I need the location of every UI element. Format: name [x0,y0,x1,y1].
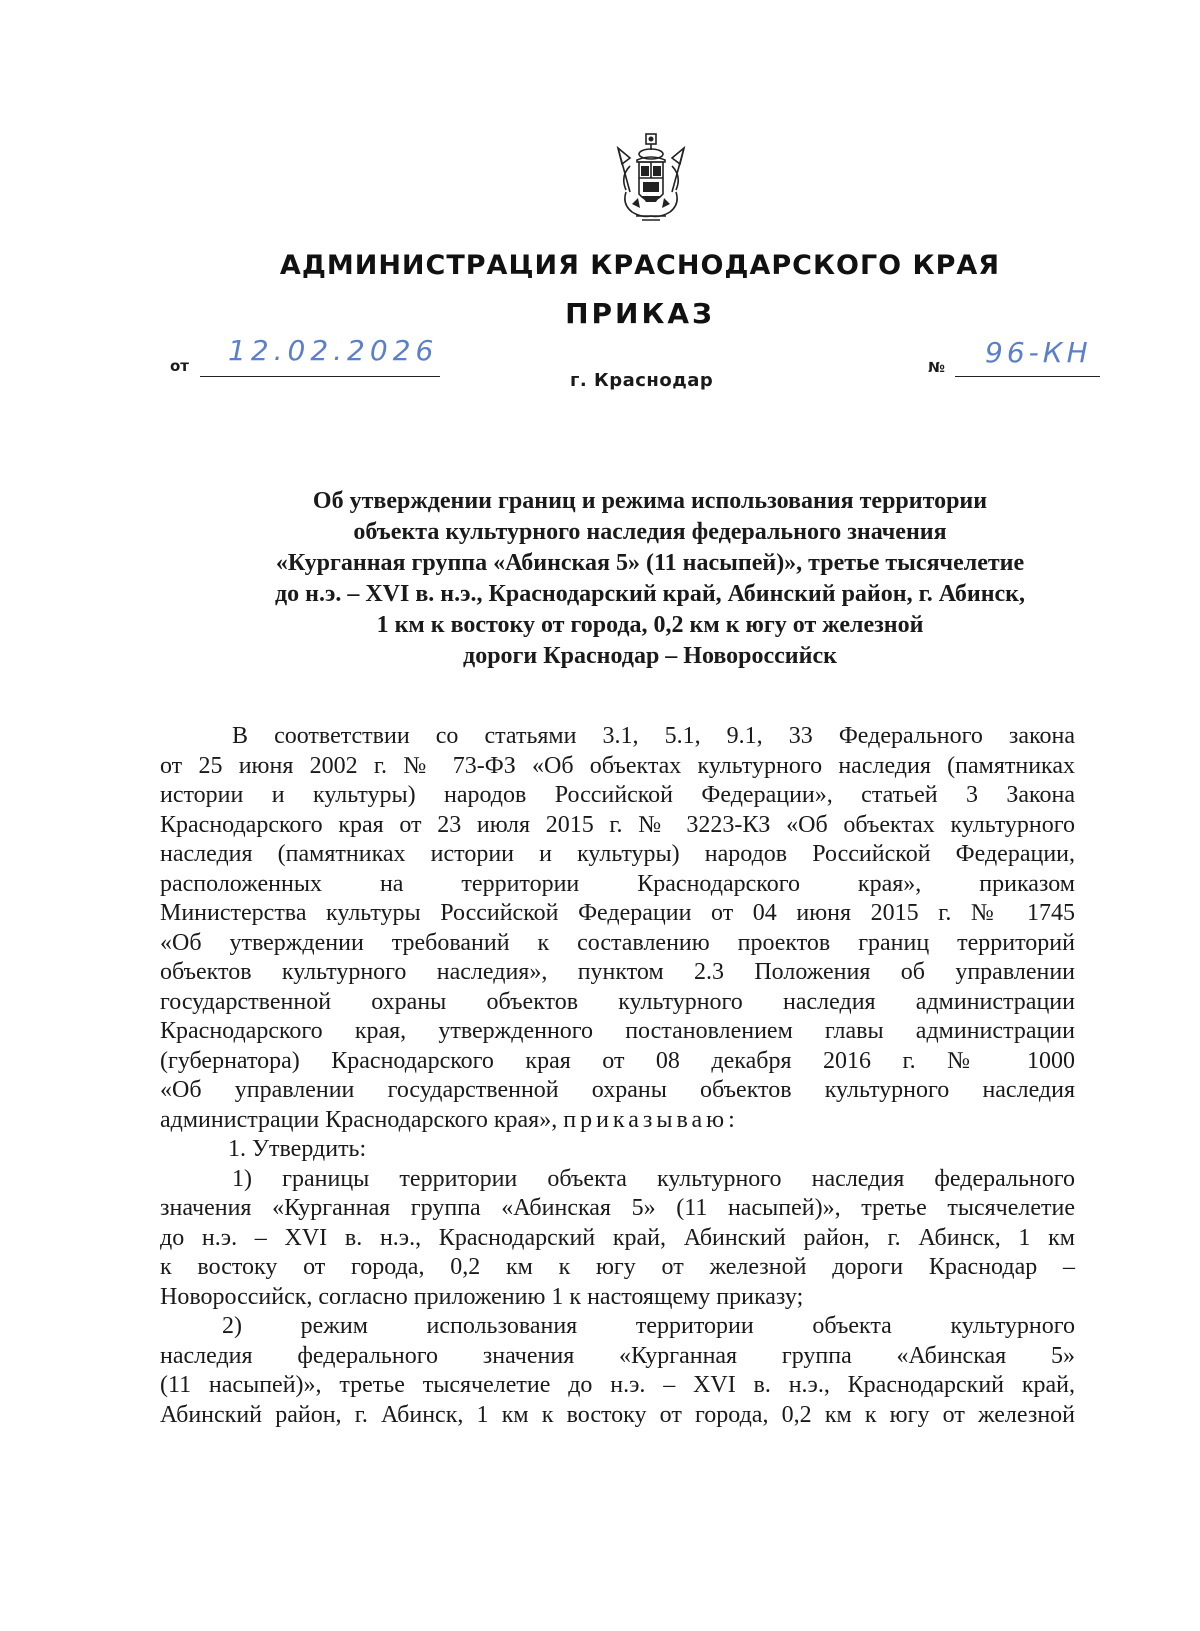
number-underline [955,376,1100,377]
body-line: Краснодарского края, утвержденного постановлением главы администрации [160,1018,1075,1044]
order-word: приказываю [563,1106,729,1133]
body-line-last [160,1106,1075,1136]
body-line: (губернатора) Краснодарского края от 08 декабря 2016 г. № 1000 [160,1047,1075,1074]
body-line: наследия (памятниках истории и культуры) народов Российской Федерации, [160,841,1075,867]
body-line: к востоку от города, 0,2 км к югу от железной дороги Краснодар – [160,1254,1075,1280]
body-line: Министерства культуры Российской Федерации от 04 июня 2015 г. № 1745 [160,900,1075,926]
body-line: от 25 июня 2002 г. № 73-ФЗ «Об объектах культурного наследия (памятниках [160,752,1075,779]
title-line: «Курганная группа «Абинская 5» (11 насыпей)», третье тысячелетие [275,550,1025,576]
title-line: объекта культурного наследия федерального значения [353,519,947,545]
body-line: расположенных на территории Краснодарского края», приказом [160,870,1075,897]
title-line: Об утверждении границ и режима использования территории [312,488,988,514]
body-line-last: Новороссийск, согласно приложению 1 к настоящему приказу; [160,1283,804,1310]
body-line: «Об утверждении требований к составлению проектов границ территорий [160,929,1075,956]
body-line: значения «Курганная группа «Абинская 5» (11 насыпей)», третье тысячелетие [160,1195,1075,1221]
body-text: администрации Краснодарского края», [160,1106,558,1133]
handwritten-date: 12.02.2026 [228,334,439,367]
body-line: объектов культурного наследия», пунктом 2.3 Положения об управлении [160,959,1075,985]
document-body [160,722,1075,1430]
title-line: до н.э. – XVI в. н.э., Краснодарский край, Абинский район, г. Абинск, [274,581,1026,607]
body-line: государственной охраны объектов культурного наследия администрации [160,988,1075,1015]
document-title [150,486,1150,672]
order-colon: : [728,1106,735,1133]
body-line: до н.э. – XVI в. н.э., Краснодарский край, Абинский район, г. Абинск, 1 км [160,1224,1075,1251]
document-type: ПРИКАЗ [565,297,715,330]
body-line: Абинский район, г. Абинск, 1 км к востоку от города, 0,2 км к югу от железной [160,1401,1075,1428]
body-line: истории и культуры) народов Российской Федерации», статьей 3 Закона [160,782,1075,808]
handwritten-number: 96-КН [985,336,1092,369]
number-prefix: № [928,360,945,376]
city-label: г. Краснодар [570,370,714,391]
body-line: «Об управлении государственной охраны объектов культурного наследия [160,1077,1075,1103]
item-heading: 1. Утвердить: [228,1136,367,1162]
body-line: 1) границы территории объекта культурного наследия федерального [232,1165,1075,1192]
body-line: Краснодарского края от 23 июля 2015 г. № 3223-КЗ «Об объектах культурного [160,811,1075,838]
title-line: дороги Краснодар – Новороссийск [463,643,837,669]
title-line: 1 км к востоку от города, 0,2 км к югу от железной [376,612,924,638]
date-prefix: от [170,357,189,375]
body-line: (11 насыпей)», третье тысячелетие до н.э. – XVI в. н.э., Краснодарский край, [160,1372,1075,1398]
body-line: В соответствии со статьями 3.1, 5.1, 9.1, 33 Федерального закона [232,723,1075,749]
date-underline [200,376,440,377]
body-line: 2) режим использования территории объекта культурного [222,1313,1075,1339]
coat-of-arms-icon [612,132,690,228]
body-line: наследия федерального значения «Курганная группа «Абинская 5» [160,1342,1075,1369]
organization-name: АДМИНИСТРАЦИЯ КРАСНОДАРСКОГО КРАЯ [279,250,1001,281]
